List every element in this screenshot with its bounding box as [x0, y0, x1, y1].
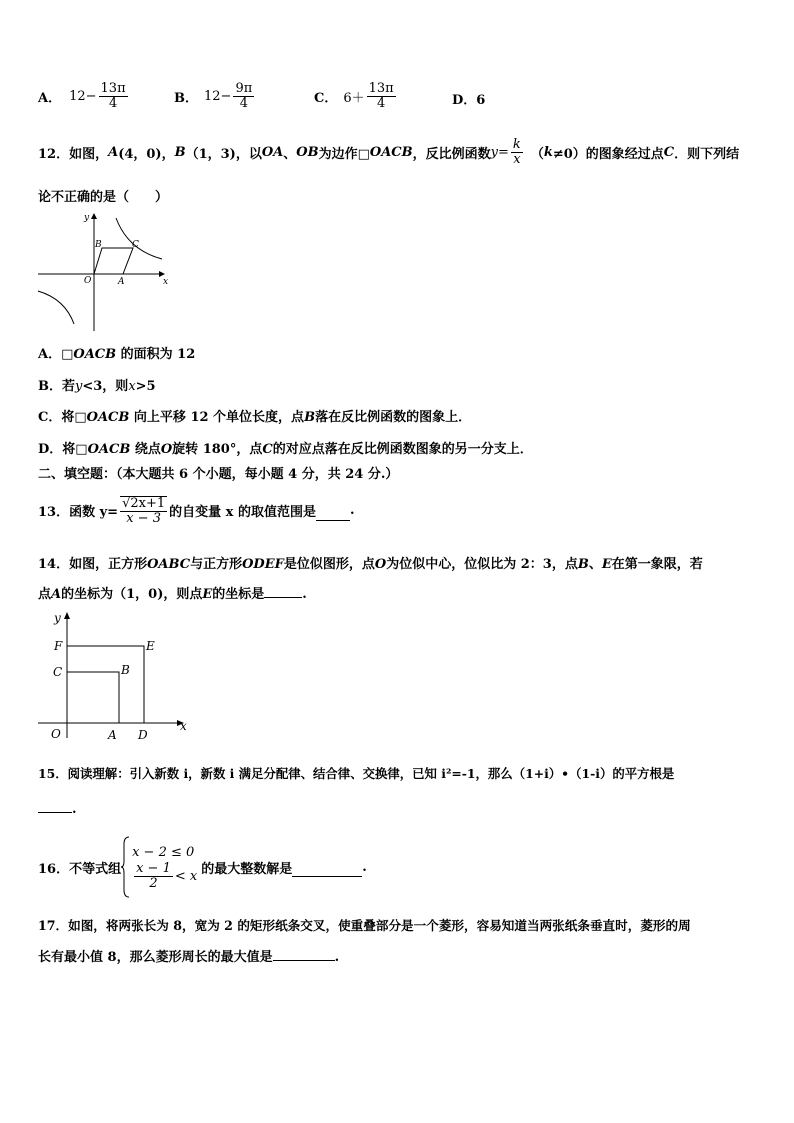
q11-option-a: A． 12− $\frac{13\pi}{4}$ [38, 81, 126, 111]
q12-hyperbola-branch-1 [116, 218, 162, 259]
q12-line2: 论不正确的是（ ） [38, 190, 169, 205]
q14-label-c: C [53, 665, 63, 679]
section-heading-fill-in: 二、填空题：（本大题共 6 个小题，每小题 4 分，共 24 分.） [38, 467, 399, 482]
q11-option-b: B． 12− $\frac{9\pi}{4}$ [174, 81, 253, 111]
q14-label-o: O [51, 727, 61, 741]
q12-label-c: C [132, 240, 139, 250]
q11-option-c: C． 6＋ $\frac{13\pi}{4}$ [314, 81, 394, 111]
q16-row2: $\frac{x - 1}{2}$ < x [136, 860, 198, 891]
q11-option-d: D．6 [452, 93, 486, 108]
q13-fraction: $\frac{√2x+1}{x - 3}$ [122, 496, 166, 526]
q12-label-x: x [163, 277, 169, 287]
q12-option-d: D．将□OACB 绕点O旋转 180°，点C的对应点落在反比例函数图象的另一分支上． [38, 442, 533, 457]
q14-answer-blank[interactable] [264, 587, 302, 598]
q14-line2: 点A的坐标为（1，0)，则点E的坐标是 . [38, 587, 307, 602]
q17-line2: 长有最小值 8，那么菱形周长的最大值是 . [38, 950, 340, 965]
q12-function-fraction: $\frac{k}{x}$ [512, 137, 521, 167]
q12-line1: 12．如图， A (4，0)， B （1，3)，以 OA 、 OB 为边作□ OACB ，反比例函数 y = $\frac{k}{x}$ （ k ≠0）的图象经过点 C ．则下列结 [38, 137, 740, 167]
q11-b-fraction: $\frac{9\pi}{4}$ [235, 81, 253, 111]
q12-hyperbola-branch-2 [38, 291, 74, 324]
q11-c-fraction: $\frac{13\pi}{4}$ [368, 81, 394, 111]
q14-line1: 14．如图，正方形OABC与正方形ODEF是位似图形，点O为位似中心，位似比为 2：3，点B、E在第一象限，若 [38, 557, 703, 572]
q12-label-a: A [118, 277, 125, 287]
q15-answer-blank[interactable] [38, 802, 72, 813]
q16-answer-blank[interactable] [292, 866, 362, 877]
q16-fraction: $\frac{x - 1}{2}$ [136, 860, 171, 891]
q15-line2: . [38, 802, 77, 817]
q12-label-y: y [84, 213, 90, 223]
q17-answer-blank[interactable] [273, 950, 335, 961]
q17-line1: 17．如图，将两张长为 8，宽为 2 的矩形纸条交叉，使重叠部分是一个菱形，容易知道当两张纸条垂直时，菱形的周 [38, 918, 691, 933]
q14-label-y: y [54, 611, 61, 625]
q12-parallelogram [94, 248, 133, 274]
q14-figure [38, 608, 198, 743]
q14-label-f: F [54, 639, 63, 653]
q12-y-axis-arrow [91, 213, 97, 219]
q11-a-fraction: $\frac{13\pi}{4}$ [100, 81, 126, 111]
q12-option-b: B．若y<3，则x>5 [38, 379, 156, 394]
q14-label-d: D [138, 728, 148, 742]
q12-label-o: O [84, 276, 92, 286]
q16-system: x − 2 ≤ 0 $\frac{x - 1}{2}$ < x [132, 844, 198, 891]
q14-label-a: A [108, 728, 117, 742]
q14-label-x: x [180, 719, 187, 733]
q14-label-b: B [121, 663, 130, 677]
q12-option-c: C．将□OACB 向上平移 12 个单位长度，点B落在反比例函数的图象上． [38, 410, 472, 425]
q15-line1: 15．阅读理解：引入新数 i，新数 i 满足分配律、结合律、交换律，已知 i²=-1，那么（1+i）•（1-i）的平方根是 [38, 766, 675, 781]
q14-y-axis-arrow [64, 612, 70, 619]
q12-figure [32, 207, 172, 335]
q16-line: 16．不等式组 x − 2 ≤ 0 $\frac{x - 1}{2}$ < x 的最大整数解是 . [38, 834, 367, 900]
q13-answer-blank[interactable] [316, 510, 350, 521]
q14-square-odef [67, 646, 144, 723]
q16-brace [121, 836, 130, 898]
q13-line: 13．函数 y= $\frac{√2x+1}{x - 3}$ 的自变量 x 的取值范围是 . [38, 496, 355, 526]
q12-option-a: A．□OACB 的面积为 12 [38, 347, 196, 362]
q12-label-b: B [95, 240, 102, 250]
q14-label-e: E [146, 639, 155, 653]
q14-square-oabc [67, 672, 119, 723]
